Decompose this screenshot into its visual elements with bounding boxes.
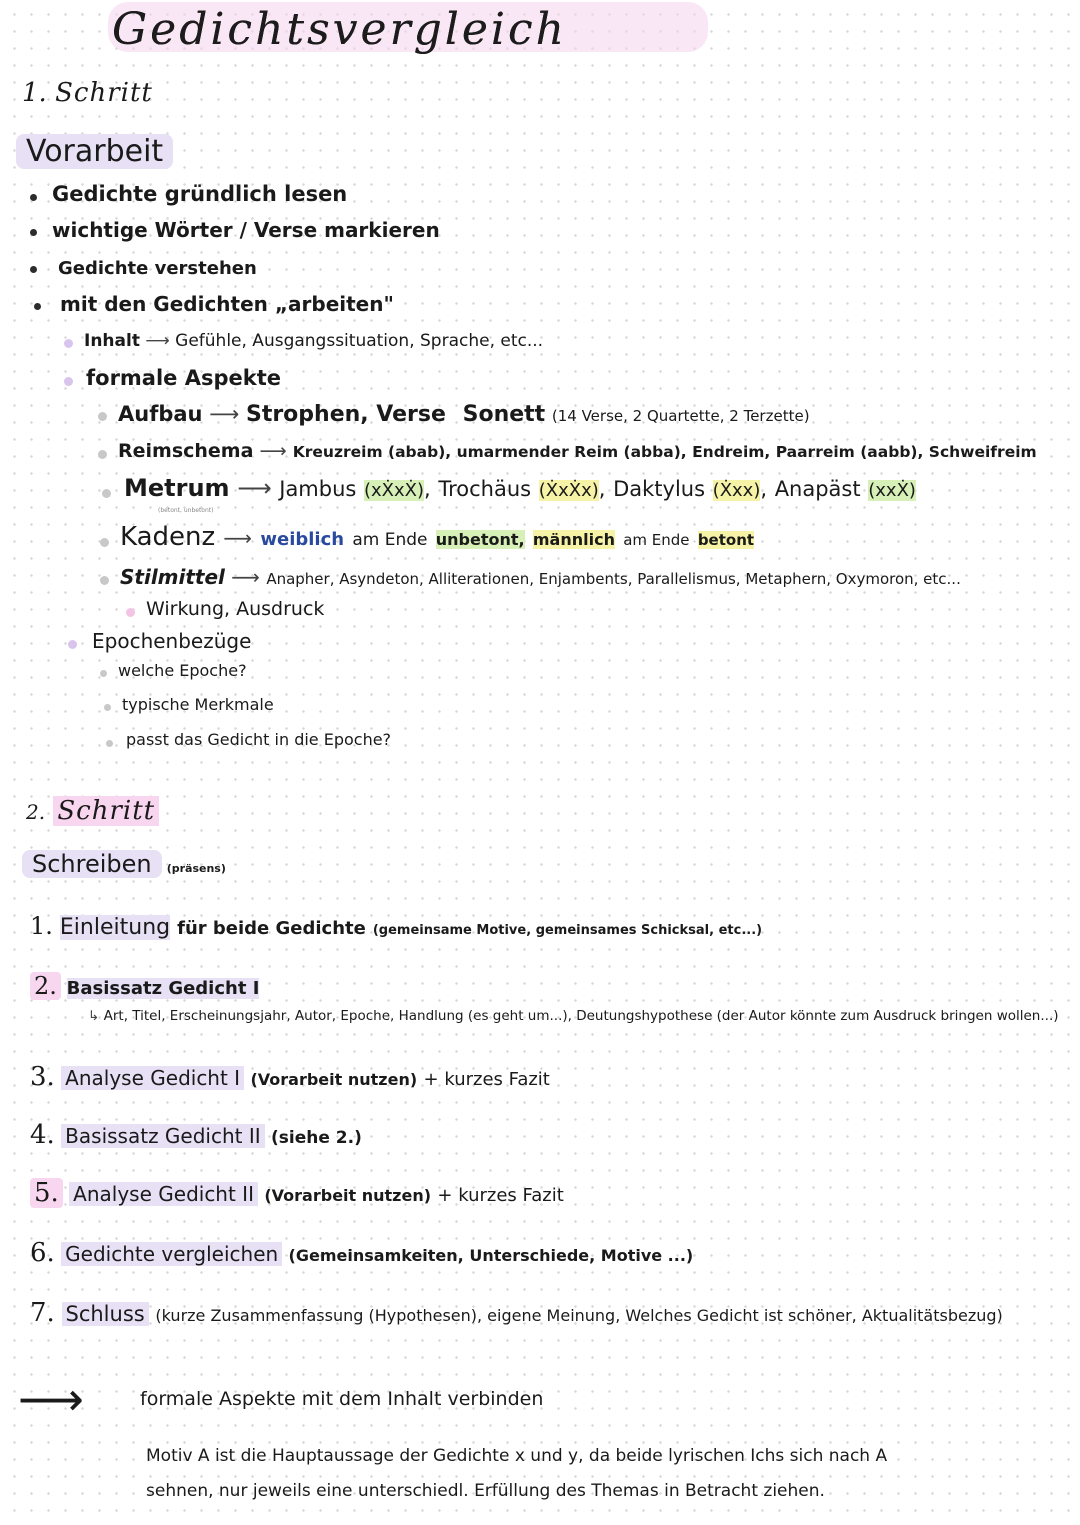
stil-label: Stilmittel <box>120 565 225 589</box>
write-text: (Vorarbeit nutzen) <box>264 1186 432 1205</box>
reim-row <box>118 440 1037 462</box>
epoche-item: welche Epoche? <box>118 661 247 680</box>
final-line-3: sehnen, nur jeweils eine unterschiedl. Erfüllung des Themas in Betracht ziehen. <box>146 1481 825 1501</box>
metrum-anapaest: Anapäst <box>774 477 861 501</box>
inhalt-label: Inhalt <box>84 331 140 351</box>
bullet-dot <box>100 538 109 547</box>
kadenz-label: Kadenz <box>120 522 216 552</box>
write-title: Analyse Gedicht II <box>69 1182 258 1206</box>
reim-label: Reimschema <box>118 440 254 462</box>
bullet-dot <box>102 489 111 498</box>
write-text: (kurze Zusammenfassung (Hypothesen), eigene Meinung, Welches Gedicht ist schöner, Aktualitätsbezug) <box>155 1306 1003 1325</box>
aufbau-label: Aufbau <box>118 402 203 426</box>
write-item-6 <box>30 1238 693 1268</box>
bullet-dot <box>106 740 113 747</box>
epoche-item: typische Merkmale <box>122 695 274 714</box>
write-title: Schluss <box>62 1302 149 1326</box>
epoche-label: Epochenbezüge <box>92 629 252 653</box>
heading-schreiben: Schreiben <box>22 850 162 878</box>
write-title: Einleitung <box>59 915 171 940</box>
write-title: Basissatz Gedicht I <box>66 978 260 999</box>
wirkung-text: Wirkung, Ausdruck <box>146 598 325 620</box>
aufbau-row <box>118 402 810 427</box>
step-1-number: 1. <box>22 78 47 108</box>
inhalt-text: Gefühle, Ausgangssituation, Sprache, etc... <box>175 331 544 351</box>
bullet-dot <box>34 303 41 310</box>
metrum-daktylus-pattern: (Ẋxx) <box>712 480 761 501</box>
bullet-dot <box>98 412 107 421</box>
bullet-dot <box>30 194 37 201</box>
arrow-icon: ⟶ <box>231 565 267 589</box>
arrow-icon: ⟶ <box>237 474 280 502</box>
bullet-dot <box>30 266 37 273</box>
metrum-note: (betont, unbetont) <box>158 507 214 514</box>
arrow-icon: ⟶ <box>223 526 253 550</box>
metrum-jambus-pattern: (xẊxẊ) <box>364 480 425 501</box>
write-note: (gemeinsame Motive, gemeinsames Schicksal, etc...) <box>372 923 763 938</box>
final-line-1: formale Aspekte mit dem Inhalt verbinden <box>140 1388 544 1410</box>
write-item-3 <box>30 1062 550 1092</box>
heading-schreiben-row <box>22 850 226 878</box>
write-item-2 <box>30 972 259 1000</box>
write-subtext: Art, Titel, Erscheinungsjahr, Autor, Epoche, Handlung (es geht um...), Deutungshypothese (der Autor könnte zum Ausdruck bringen wollen...) <box>103 1008 1059 1024</box>
write-number: 7. <box>30 1298 55 1328</box>
write-text: für beide Gedichte <box>177 918 366 939</box>
formal-label: formale Aspekte <box>86 366 281 390</box>
metrum-trochaeus: Trochäus <box>438 477 532 501</box>
write-item-7 <box>30 1298 1003 1328</box>
write-title: Analyse Gedicht I <box>61 1066 244 1090</box>
big-arrow-icon: ⟶ <box>18 1372 84 1426</box>
write-fazit: + kurzes Fazit <box>437 1185 564 1206</box>
write-text: (Gemeinsamkeiten, Unterschiede, Motive ...) <box>288 1246 694 1265</box>
write-item-2-sub <box>88 1008 1059 1024</box>
write-item-1 <box>30 912 762 940</box>
arrow-icon: ⟶ <box>209 402 246 426</box>
step-2-word: Schritt <box>53 796 159 826</box>
prep-item: Gedichte verstehen <box>58 258 257 279</box>
stil-row <box>120 565 961 589</box>
kadenz-am-ende-2: am Ende <box>623 531 690 549</box>
aufbau-a: Strophen, Verse <box>245 402 446 427</box>
arrow-icon: ↳ <box>88 1008 104 1024</box>
metrum-jambus: Jambus <box>279 477 357 501</box>
step-2-number: 2. <box>26 800 46 824</box>
write-number: 2. <box>30 972 61 1000</box>
heading-vorarbeit: Vorarbeit <box>16 134 173 169</box>
bullet-dot <box>64 339 73 348</box>
bullet-dot <box>100 576 109 585</box>
arrow-icon: ⟶ <box>145 331 176 351</box>
metrum-label: Metrum <box>124 474 230 502</box>
write-title: Gedichte vergleichen <box>61 1242 282 1266</box>
write-number: 3. <box>30 1062 55 1092</box>
aufbau-b: Sonett <box>462 402 546 427</box>
bullet-dot <box>104 704 111 711</box>
reim-text: Kreuzreim (abab), umarmender Reim (abba), Endreim, Paarreim (aabb), Schweifreim <box>292 443 1037 461</box>
final-line-2: Motiv A ist die Hauptaussage der Gedichte x und y, da beide lyrischen Ichs sich nach A <box>146 1446 888 1466</box>
arrow-icon: ⟶ <box>259 440 293 462</box>
step-1-word: Schritt <box>55 78 153 108</box>
step-1-label <box>22 78 153 108</box>
bullet-dot <box>98 450 107 459</box>
write-fazit: + kurzes Fazit <box>423 1069 550 1090</box>
write-number: 6. <box>30 1238 55 1268</box>
write-title: Basissatz Gedicht II <box>61 1124 264 1148</box>
epoche-item: passt das Gedicht in die Epoche? <box>126 730 392 749</box>
inhalt-row <box>84 331 543 351</box>
heading-schreiben-note: (präsens) <box>166 862 226 875</box>
prep-item: wichtige Wörter / Verse markieren <box>52 218 440 242</box>
bullet-dot <box>68 640 77 649</box>
kadenz-betont: betont <box>697 531 755 549</box>
metrum-anapaest-pattern: (xxẊ) <box>868 480 916 501</box>
kadenz-unbetont: unbetont, <box>435 530 525 549</box>
step-2-label <box>26 796 159 826</box>
metrum-daktylus: Daktylus <box>613 477 706 501</box>
kadenz-maennlich: männlich <box>532 530 615 549</box>
bullet-dot <box>100 670 107 677</box>
page-title: Gedichtsvergleich <box>112 4 567 55</box>
write-number: 5. <box>30 1178 63 1208</box>
prep-item: Gedichte gründlich lesen <box>52 182 348 206</box>
bullet-dot <box>64 377 73 386</box>
kadenz-am-ende: am Ende <box>352 530 428 550</box>
prep-item: mit den Gedichten „arbeiten" <box>60 292 394 316</box>
write-item-4 <box>30 1120 362 1150</box>
kadenz-weiblich: weiblich <box>260 529 345 550</box>
bullet-dot <box>30 229 37 236</box>
write-number: 1. <box>30 912 53 940</box>
metrum-row: Metrum ⟶ Jambus (xẊxẊ), Trochäus (ẊxẊx), Daktylus (Ẋxx), Anapäst (xxẊ) <box>124 474 916 502</box>
bullet-dot <box>126 608 135 617</box>
write-text: (siehe 2.) <box>271 1128 362 1148</box>
aufbau-c: (14 Verse, 2 Quartette, 2 Terzette) <box>551 407 810 425</box>
write-number: 4. <box>30 1120 55 1150</box>
metrum-trochaeus-pattern: (ẊxẊx) <box>538 480 599 501</box>
kadenz-row <box>120 522 754 552</box>
write-text: (Vorarbeit nutzen) <box>250 1070 418 1089</box>
stil-text: Anapher, Asyndeton, Alliterationen, Enjambents, Parallelismus, Metaphern, Oxymoron, etc... <box>266 570 961 588</box>
write-item-5 <box>30 1178 564 1208</box>
